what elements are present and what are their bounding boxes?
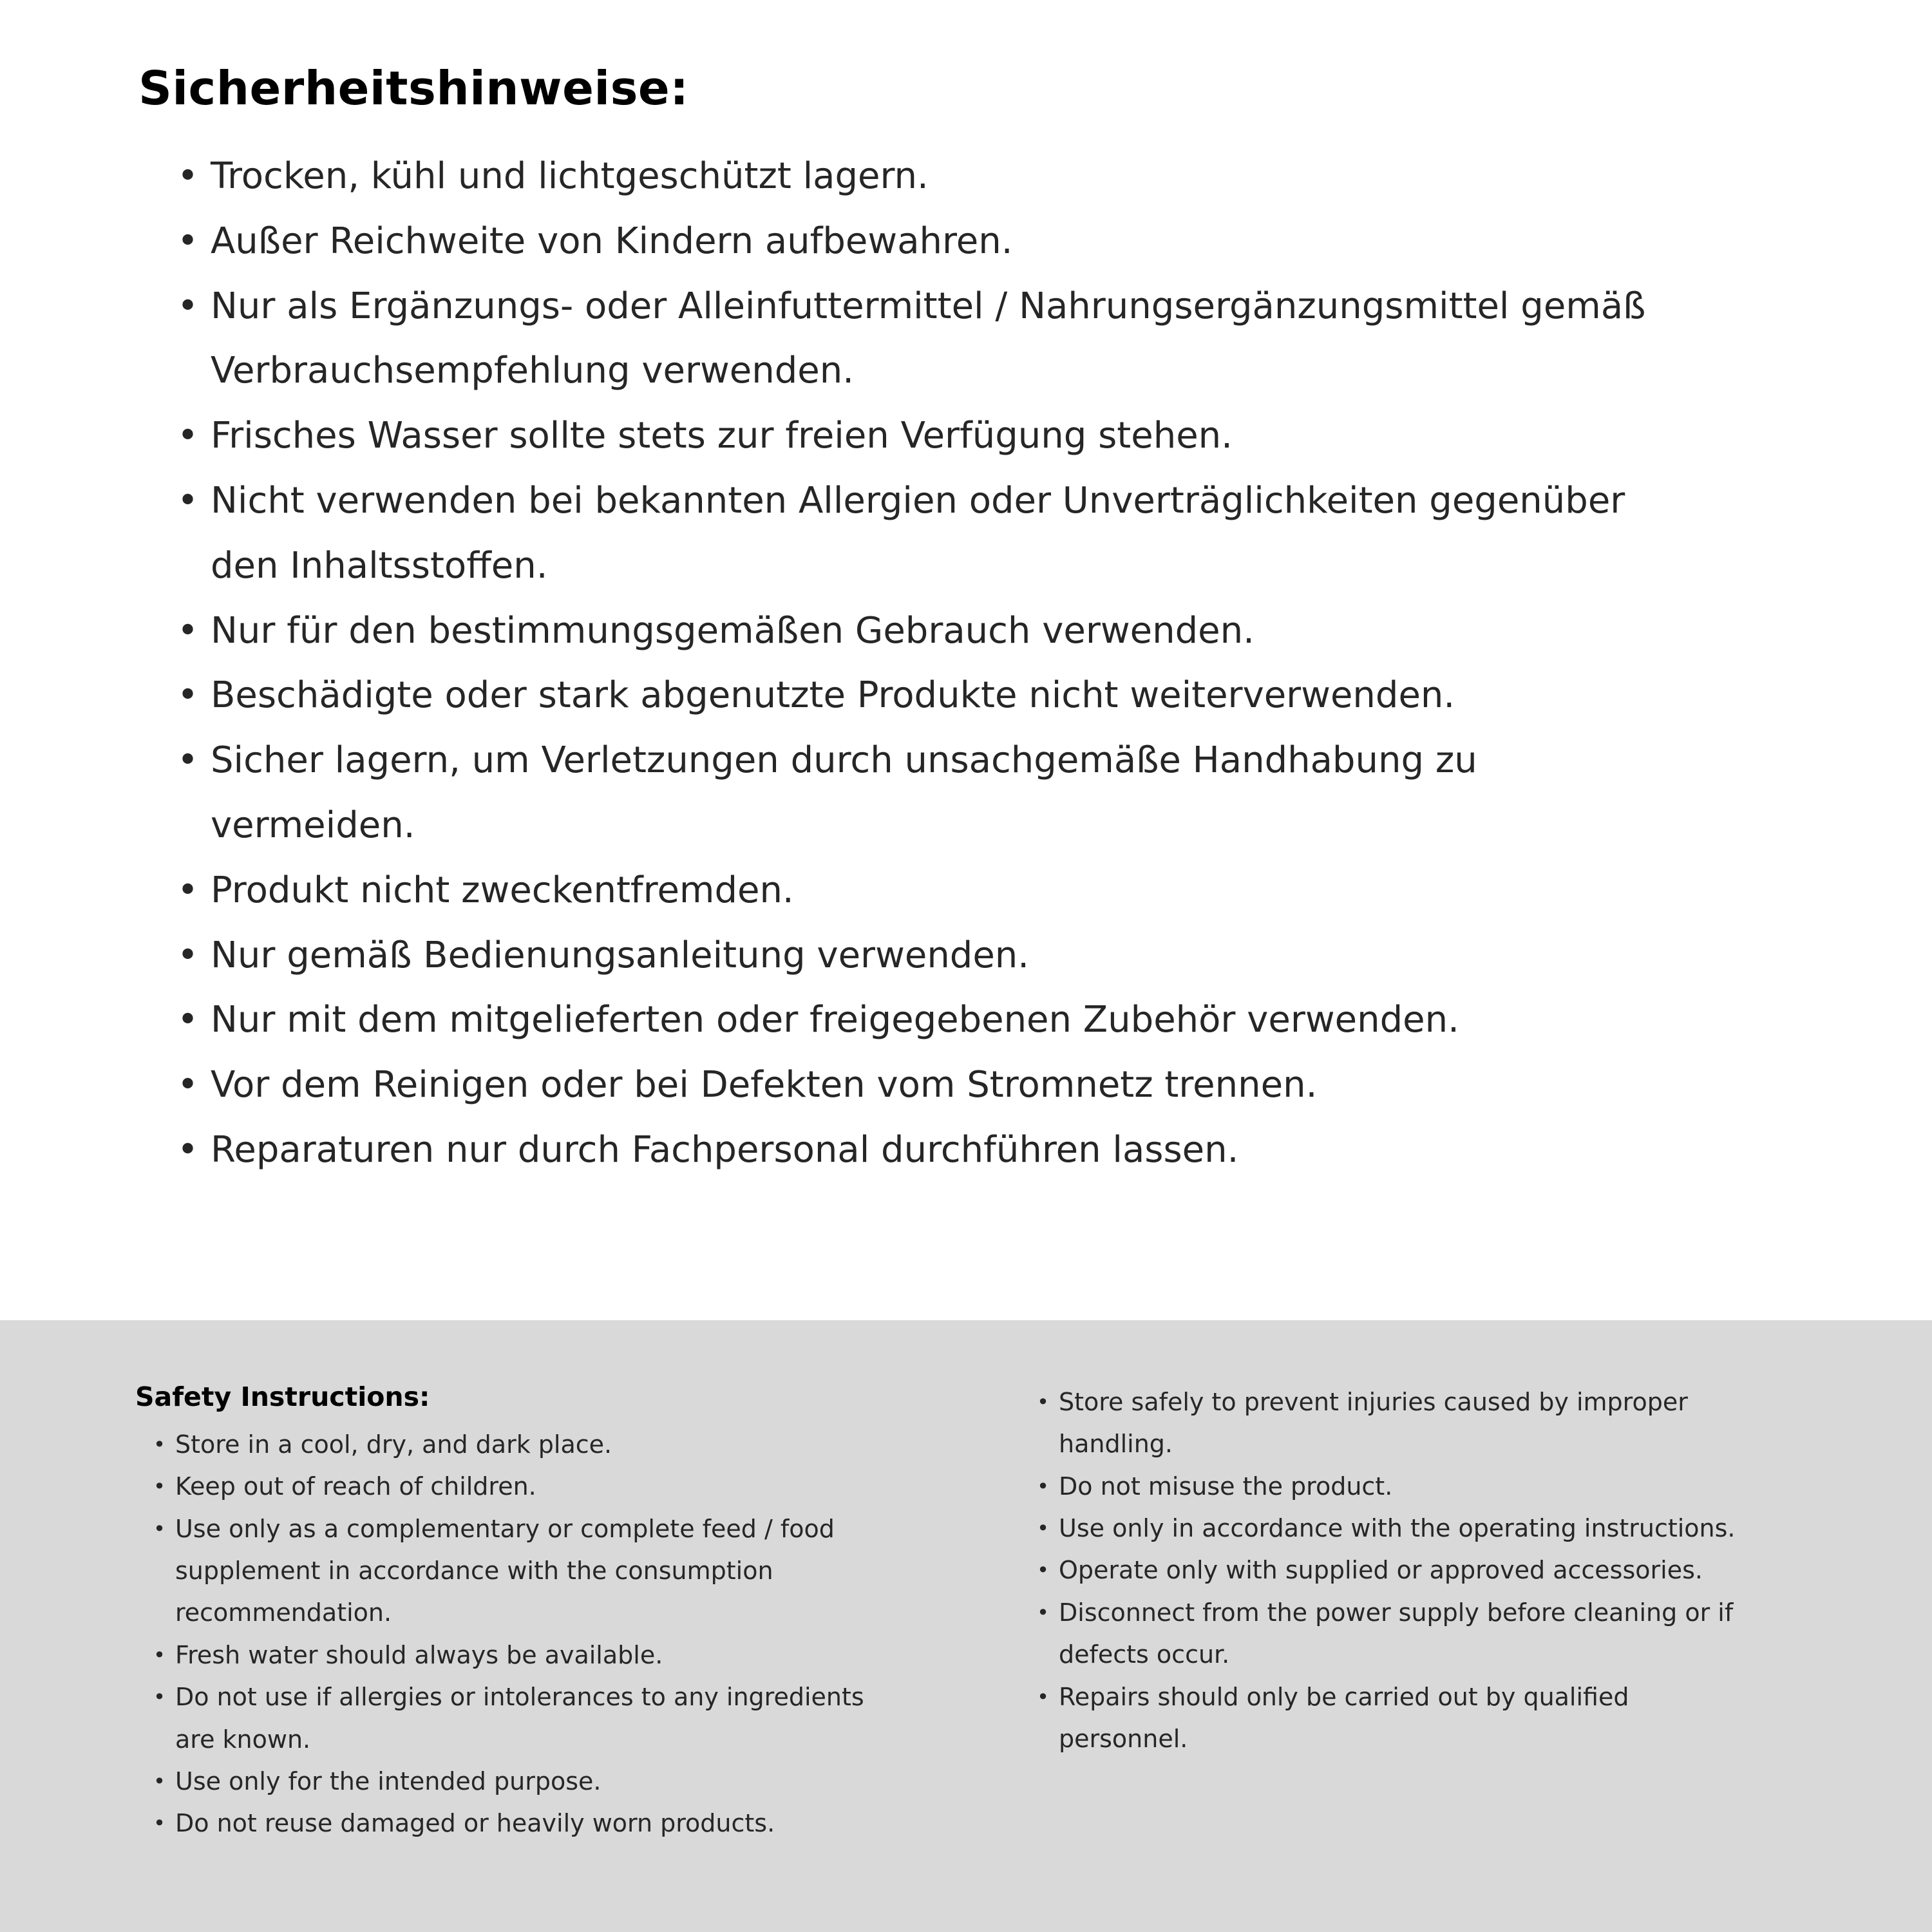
list-item: • Vor dem Reinigen oder bei Defekten vom Stromnetz trennen. bbox=[177, 1053, 1678, 1118]
english-left-column bbox=[135, 1381, 902, 1932]
list-item: • Nur für den bestimmungsgemäßen Gebrauch verwenden. bbox=[177, 599, 1678, 664]
list-item: • Operate only with supplied or approved accessories. bbox=[1037, 1549, 1752, 1591]
list-item: • Repairs should only be carried out by qualified personnel. bbox=[1037, 1676, 1752, 1761]
list-item: • Sicher lagern, um Verletzungen durch unsachgemäße Handhabung zu vermeiden. bbox=[177, 728, 1678, 858]
list-item: • Nicht verwenden bei bekannten Allergien oder Unverträglichkeiten gegenüber den Inhaltsstoffen. bbox=[177, 469, 1678, 599]
list-item: • Use only as a complementary or complete feed / food supplement in accordance with the consumption recommendation. bbox=[153, 1508, 894, 1634]
list-item: • Store in a cool, dry, and dark place. bbox=[153, 1424, 894, 1466]
list-item: • Fresh water should always be available. bbox=[153, 1634, 894, 1676]
list-item: • Nur als Ergänzungs- oder Alleinfuttermittel / Nahrungsergänzungsmittel gemäß Verbrauchsempfehlung verwenden. bbox=[177, 274, 1678, 404]
list-item: • Beschädigte oder stark abgenutzte Produkte nicht weiterverwenden. bbox=[177, 663, 1678, 728]
list-item: • Nur mit dem mitgelieferten oder freigegebenen Zubehör verwenden. bbox=[177, 988, 1678, 1053]
list-item: • Do not reuse damaged or heavily worn products. bbox=[153, 1803, 894, 1844]
english-right-column bbox=[1037, 1381, 1784, 1932]
english-safety-list-right bbox=[1037, 1381, 1752, 1760]
list-item: • Keep out of reach of children. bbox=[153, 1466, 894, 1508]
german-safety-list bbox=[138, 144, 1678, 1183]
list-item: • Use only for the intended purpose. bbox=[153, 1761, 894, 1803]
list-item: • Do not misuse the product. bbox=[1037, 1466, 1752, 1508]
list-item: • Store safely to prevent injuries caused by improper handling. bbox=[1037, 1381, 1752, 1466]
list-item: • Reparaturen nur durch Fachpersonal durchführen lassen. bbox=[177, 1118, 1678, 1183]
german-section-heading: Sicherheitshinweise: bbox=[138, 61, 689, 115]
list-item: • Use only in accordance with the operating instructions. bbox=[1037, 1508, 1752, 1549]
english-section-heading: Safety Instructions: bbox=[135, 1381, 430, 1412]
english-safety-section bbox=[0, 1320, 1932, 1932]
list-item: • Außer Reichweite von Kindern aufbewahren. bbox=[177, 209, 1678, 274]
list-item: • Nur gemäß Bedienungsanleitung verwenden. bbox=[177, 923, 1678, 989]
english-safety-list-left bbox=[135, 1424, 894, 1845]
list-item: • Produkt nicht zweckentfremden. bbox=[177, 858, 1678, 923]
list-item: • Frisches Wasser sollte stets zur freien Verfügung stehen. bbox=[177, 404, 1678, 469]
list-item: • Disconnect from the power supply before cleaning or if defects occur. bbox=[1037, 1592, 1752, 1676]
list-item: • Do not use if allergies or intolerances to any ingredients are known. bbox=[153, 1676, 894, 1761]
list-item: • Trocken, kühl und lichtgeschützt lagern. bbox=[177, 144, 1678, 209]
